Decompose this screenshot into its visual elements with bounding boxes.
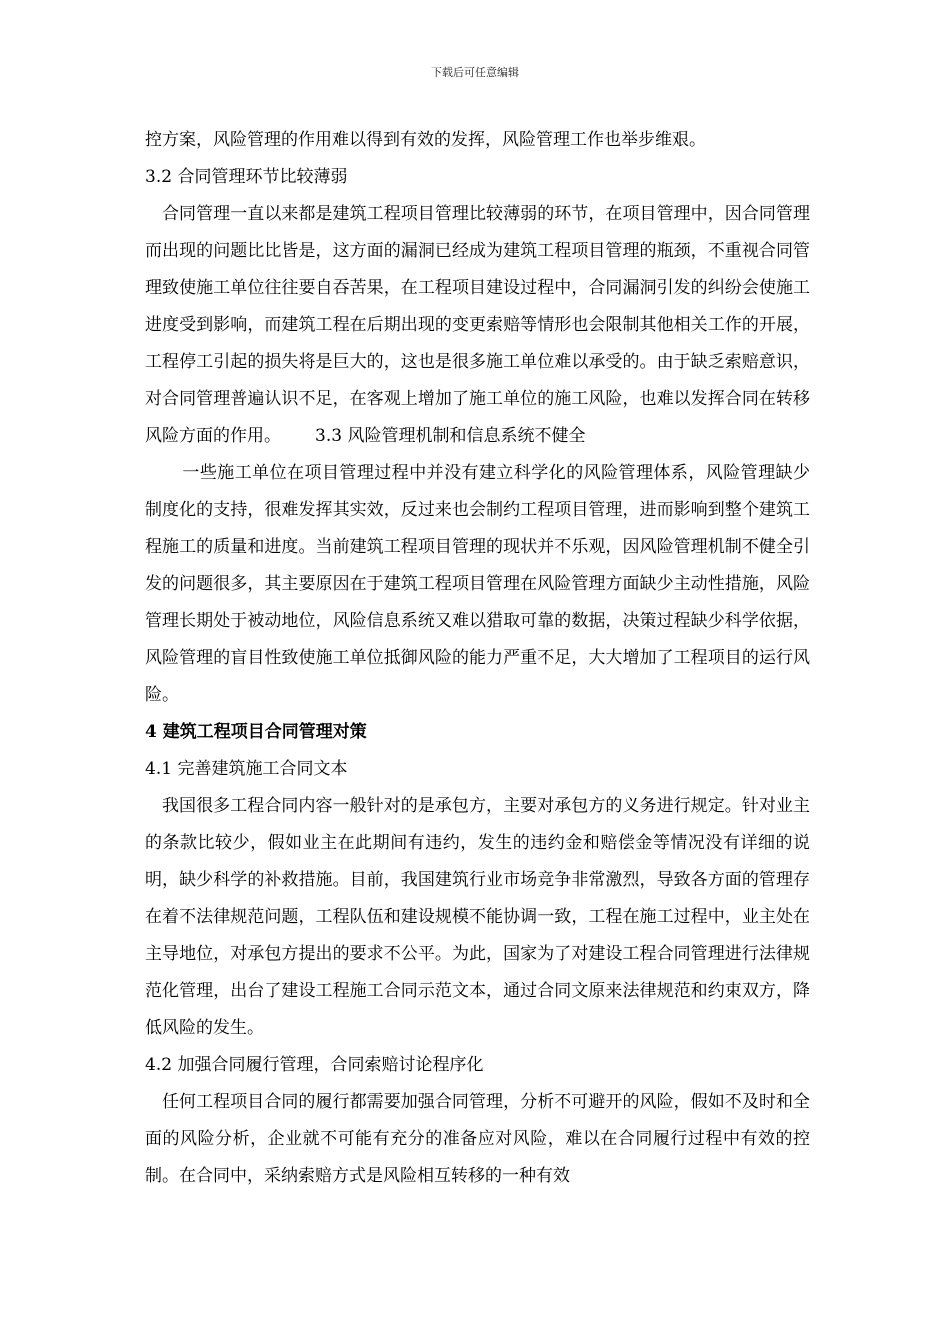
- paragraph-risk-mechanism: 一些施工单位在项目管理过程中并没有建立科学化的风险管理体系，风险管理缺少制度化的支持，很难发挥其实效，反过来也会制约工程项目管理，进而影响到整个建筑工程施工的质量和进度。当前建筑工程项目管理的现状并不乐观，因风险管理机制不健全引发的问题很多，其主要原因在于建筑工程项目管理在风险管理方面缺少主动性措施，风险管理长期处于被动地位，风险信息系统又难以猎取可靠的数据，决策过程缺少科学依据，风险管理的盲目性致使施工单位抵御风险的能力严重不足，大大增加了工程项目的运行风险。: [145, 463, 810, 705]
- section-heading-4-1: 4.1 完善建筑施工合同文本: [145, 759, 348, 779]
- paragraph-contract-performance: 任何工程项目合同的履行都需要加强合同管理，分析不可避开的风险，假如不及时和全面的风险分析，企业就不可能有充分的准备应对风险，难以在合同履行过程中有效的控制。在合同中，采纳索赔方式是风险相互转移的一种有效: [145, 1092, 810, 1186]
- section-heading-4: 4 建筑工程项目合同管理对策: [145, 722, 367, 742]
- paragraph-contract-text: 我国很多工程合同内容一般针对的是承包方，主要对承包方的义务进行规定。针对业主的条款比较少，假如业主在此期间有违约，发生的违约金和赔偿金等情况没有详细的说明，缺少科学的补救措施。目前，我国建筑行业市场竞争非常激烈，导致各方面的管理存在着不法律规范问题，工程队伍和建设规模不能协调一致，工程在施工过程中，业主处在主导地位，对承包方提出的要求不公平。为此，国家为了对建设工程合同管理进行法律规范化管理，出台了建设工程施工合同示范文本，通过合同文原来法律规范和约束双方，降低风险的发生。: [145, 796, 810, 1038]
- section-heading-3-3: 3.3 风险管理机制和信息系统不健全: [315, 426, 586, 446]
- document-body: [145, 122, 810, 1195]
- paragraph-continuation: 控方案，风险管理的作用难以得到有效的发挥，风险管理工作也举步维艰。: [145, 130, 706, 150]
- paragraph-contract-weakness: [145, 196, 810, 455]
- section-heading-4-2: 4.2 加强合同履行管理，合同索赔讨论程序化: [145, 1055, 484, 1075]
- paragraph-contract-weakness-text: 合同管理一直以来都是建筑工程项目管理比较薄弱的环节，在项目管理中，因合同管理而出现的问题比比皆是，这方面的漏洞已经成为建筑工程项目管理的瓶颈，不重视合同管理致使施工单位往往要自吞苦果，在工程项目建设过程中，合同漏洞引发的纠纷会使施工进度受到影响，而建筑工程在后期出现的变更索赔等情形也会限制其他相关工作的开展，工程停工引起的损失将是巨大的，这也是很多施工单位难以承受的。由于缺乏索赔意识，对合同管理普遍认识不足，在客观上增加了施工单位的施工风险，也难以发挥合同在转移风险方面的作用。: [145, 204, 810, 446]
- page-header-note: 下载后可任意编辑: [431, 66, 519, 79]
- section-heading-3-2: 3.2 合同管理环节比较薄弱: [145, 167, 348, 187]
